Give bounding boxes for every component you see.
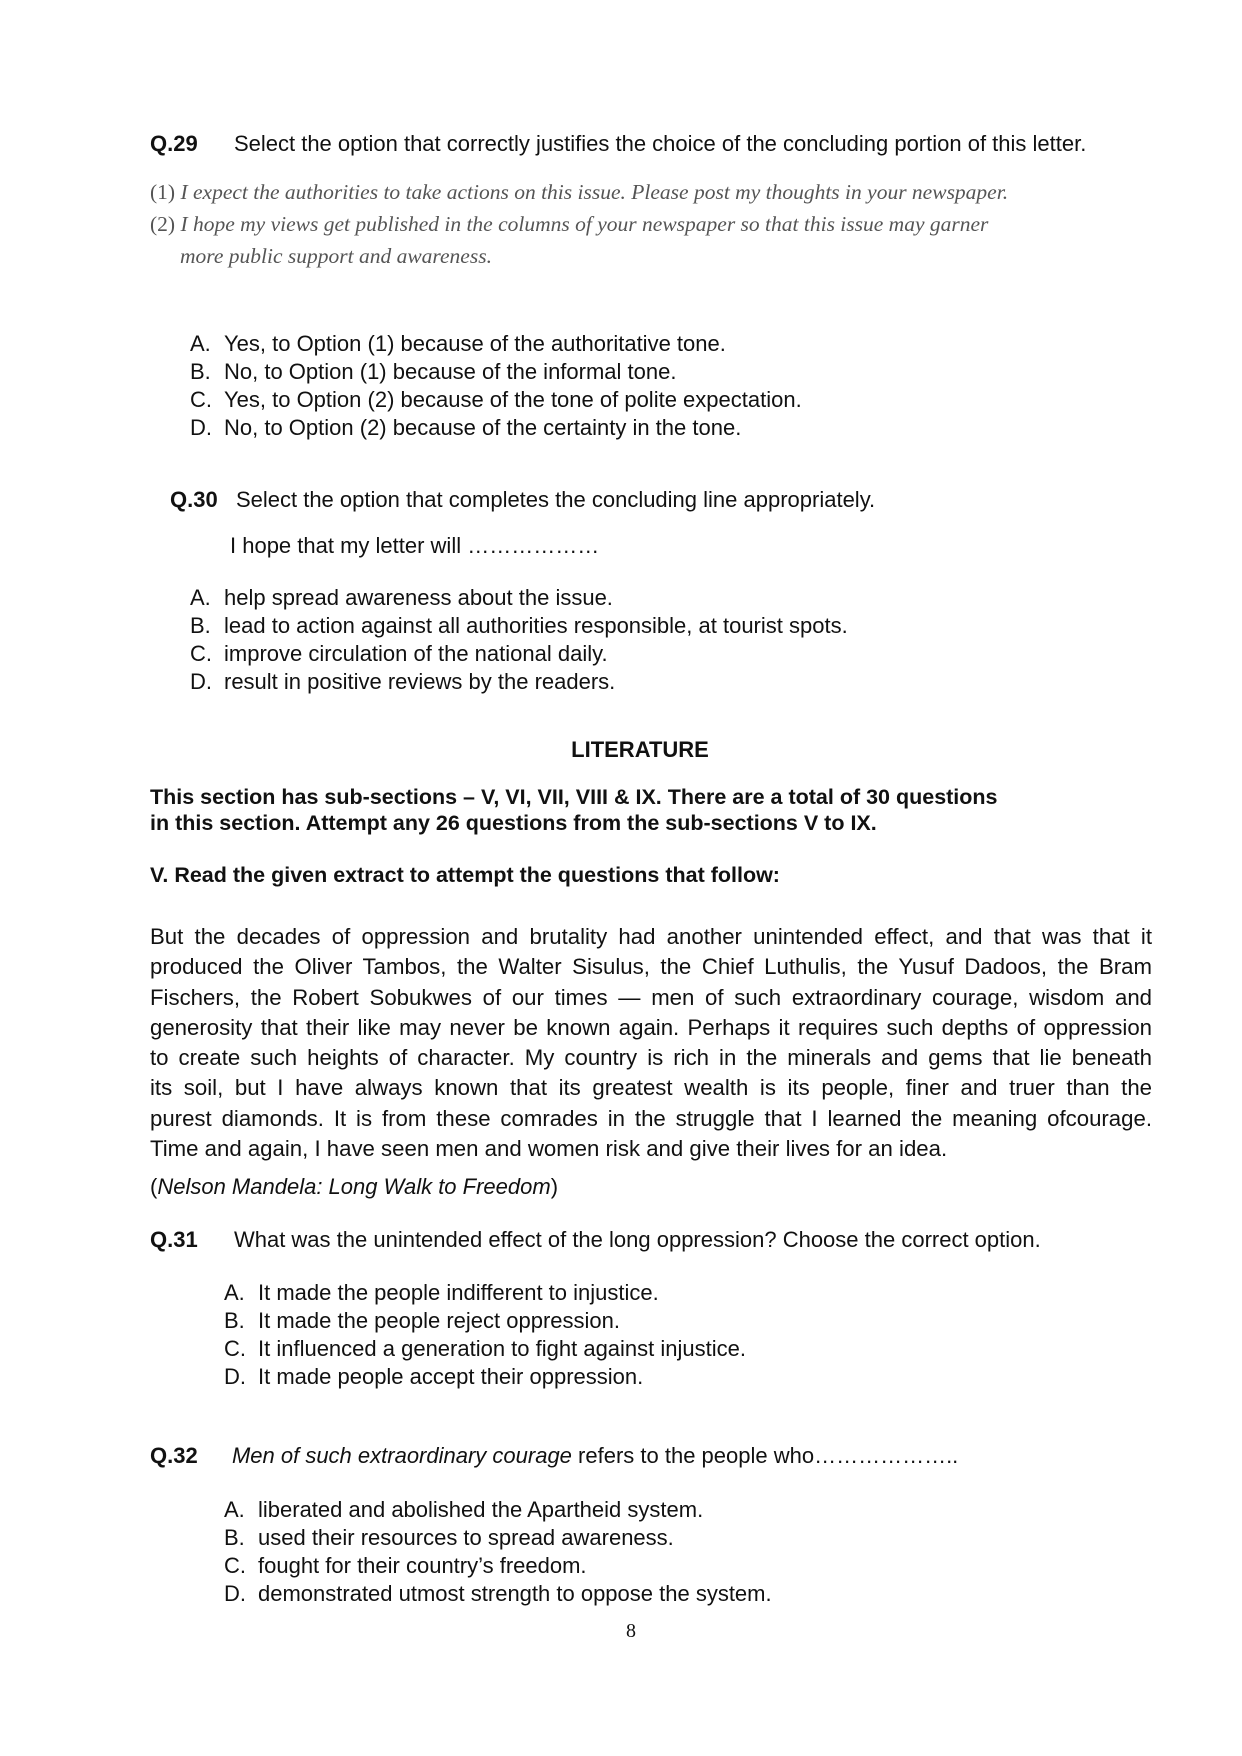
question-text: Select the option that correctly justifies the choice of the concluding portion of this letter. — [233, 131, 1087, 156]
section-intro-line-1: This section has sub-sections – V, VI, VII, VIII & IX. There are a total of 30 questions — [150, 785, 998, 809]
option-letter: B. — [224, 1308, 245, 1333]
option-c[interactable] — [190, 640, 848, 668]
question-31 — [150, 1226, 1041, 1254]
quoted-option-2-continued — [180, 244, 492, 269]
option-b[interactable] — [190, 612, 848, 640]
question-italic-text: Men of such extraordinary courage — [231, 1443, 572, 1468]
q30-options — [190, 584, 848, 696]
option-letter: C. — [224, 1336, 246, 1361]
option-text: It made people accept their oppression. — [258, 1364, 644, 1389]
option-letter: B. — [190, 613, 211, 638]
option-a[interactable] — [190, 330, 802, 358]
quoted-option-1 — [150, 180, 1008, 205]
extract-line: Fischers, the Robert Sobukwes of our times — men of such extraordinary courage, wisdom and — [150, 984, 1152, 1010]
option-text: improve circulation of the national daily. — [224, 641, 608, 666]
option-a[interactable] — [224, 1279, 746, 1307]
quote-number: (1) — [150, 180, 176, 204]
option-text: It influenced a generation to fight against injustice. — [258, 1336, 746, 1361]
option-c[interactable] — [190, 386, 802, 414]
extract-line: purest diamonds. It is from these comrades in the struggle that I learned the meaning ofcourage. — [150, 1105, 1152, 1131]
extract-line: produced the Oliver Tambos, the Walter Sisulus, the Chief Luthulis, the Yusuf Dadoos, the Bram — [150, 954, 1152, 980]
question-text: What was the unintended effect of the long oppression? Choose the correct option. — [233, 1227, 1041, 1252]
extract-line: But the decades of oppression and brutality had another unintended effect, and that was that it — [150, 924, 1152, 949]
option-text: demonstrated utmost strength to oppose the system. — [258, 1581, 772, 1606]
option-letter: A. — [190, 585, 211, 610]
question-text: refers to the people who……………….. — [571, 1443, 959, 1468]
option-d[interactable] — [224, 1580, 772, 1608]
extract-line: its soil, but I have always known that its greatest wealth is its people, finer and truer than the — [150, 1075, 1152, 1101]
option-d[interactable] — [190, 414, 802, 442]
extract-line: to create such heights of character. My country is rich in the minerals and gems that lie beneath — [150, 1045, 1152, 1071]
option-letter: D. — [224, 1364, 246, 1389]
option-text: Yes, to Option (2) because of the tone of polite expectation. — [224, 387, 802, 412]
option-text: No, to Option (1) because of the informal tone. — [224, 359, 677, 384]
quote-text: more public support and awareness. — [180, 244, 492, 268]
quoted-option-2 — [150, 212, 988, 237]
extract-paragraph — [150, 922, 1152, 1164]
question-30 — [170, 486, 875, 514]
question-stem: I hope that my letter will ……………… — [230, 533, 600, 558]
option-letter: A. — [224, 1280, 245, 1305]
option-text: Yes, to Option (1) because of the authoritative tone. — [224, 331, 726, 356]
option-text: used their resources to spread awareness. — [258, 1525, 674, 1550]
option-text: lead to action against all authorities responsible, at tourist spots. — [224, 613, 848, 638]
question-number: Q.32 — [150, 1443, 198, 1468]
option-letter: B. — [224, 1525, 245, 1550]
option-text: No, to Option (2) because of the certainty in the tone. — [224, 415, 742, 440]
question-number: Q.31 — [150, 1227, 198, 1252]
extract-line: generosity that their like may never be known again. Perhaps it requires such depths of oppression — [150, 1014, 1152, 1040]
option-b[interactable] — [190, 358, 802, 386]
option-letter: C. — [190, 387, 212, 412]
quote-text: I hope my views get published in the columns of your newspaper so that this issue may garner — [180, 212, 989, 236]
option-b[interactable] — [224, 1524, 772, 1552]
option-a[interactable] — [224, 1496, 772, 1524]
option-letter: C. — [224, 1553, 246, 1578]
option-a[interactable] — [190, 584, 848, 612]
q32-options — [224, 1496, 772, 1608]
page-number: 8 — [626, 1620, 636, 1642]
q31-options — [224, 1279, 746, 1391]
option-text: result in positive reviews by the readers. — [224, 669, 616, 694]
extract-source: (Nelson Mandela: Long Walk to Freedom) — [150, 1174, 559, 1199]
section-title: LITERATURE — [571, 737, 709, 762]
option-letter: A. — [224, 1497, 245, 1522]
option-letter: A. — [190, 331, 211, 356]
question-32 — [150, 1442, 958, 1470]
option-d[interactable] — [190, 668, 848, 696]
option-text: It made the people reject oppression. — [258, 1308, 621, 1333]
extract-line: Time and again, I have seen men and women risk and give their lives for an idea. — [150, 1136, 948, 1162]
option-letter: D. — [190, 415, 212, 440]
question-number: Q.29 — [150, 131, 198, 156]
question-number: Q.30 — [170, 487, 218, 512]
option-letter: B. — [190, 359, 211, 384]
option-b[interactable] — [224, 1307, 746, 1335]
quote-number: (2) — [150, 212, 176, 236]
question-29 — [150, 130, 1086, 158]
option-c[interactable] — [224, 1552, 772, 1580]
option-letter: D. — [190, 669, 212, 694]
option-letter: C. — [190, 641, 212, 666]
quote-text: I expect the authorities to take actions on this issue. Please post my thoughts in your newspaper. — [180, 180, 1009, 204]
question-text: Select the option that completes the concluding line appropriately. — [235, 487, 876, 512]
option-text: fought for their country’s freedom. — [258, 1553, 587, 1578]
section-intro-line-2: in this section. Attempt any 26 questions from the sub-sections V to IX. — [150, 811, 877, 835]
option-c[interactable] — [224, 1335, 746, 1363]
option-text: liberated and abolished the Apartheid system. — [258, 1497, 704, 1522]
option-text: help spread awareness about the issue. — [224, 585, 613, 610]
subsection-heading: V. Read the given extract to attempt the questions that follow: — [150, 863, 780, 887]
option-letter: D. — [224, 1581, 246, 1606]
option-text: It made the people indifferent to injustice. — [258, 1280, 659, 1305]
option-d[interactable] — [224, 1363, 746, 1391]
q29-options — [190, 330, 802, 442]
source-title: Nelson Mandela: Long Walk to Freedom — [157, 1174, 551, 1199]
